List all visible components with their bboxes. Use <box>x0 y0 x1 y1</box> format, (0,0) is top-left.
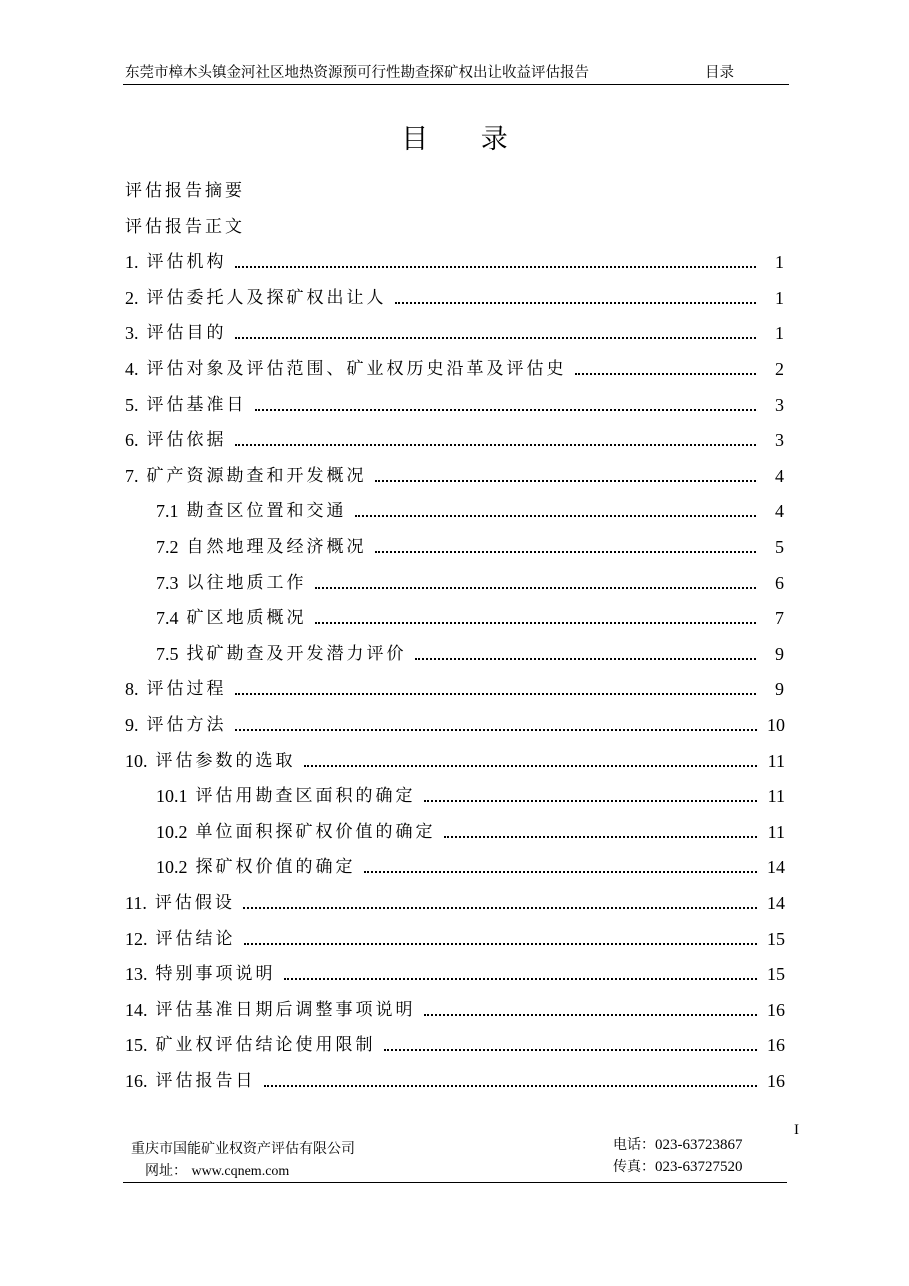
toc-entry-number: 7.5 <box>156 643 179 664</box>
toc-dot-leader <box>315 622 757 624</box>
toc-entry[interactable] <box>125 463 784 487</box>
toc-entry-number: 8. <box>125 679 139 700</box>
toc-dot-leader <box>375 551 757 553</box>
toc-entry[interactable] <box>125 356 784 380</box>
toc-dot-leader <box>444 836 758 838</box>
toc-dot-leader <box>355 515 757 517</box>
toc-dot-leader <box>424 800 758 802</box>
footer-phone-value: 023-63723867 <box>655 1137 743 1153</box>
toc-entry-page: 16 <box>767 999 785 1020</box>
toc-entry-label: 评估对象及评估范围、矿业权历史沿革及评估史 <box>146 359 567 379</box>
toc-entry-number: 5. <box>125 394 139 415</box>
toc-entry[interactable] <box>125 961 785 985</box>
toc-entry-label: 单位面积探矿权价值的确定 <box>195 821 436 842</box>
toc-dot-leader <box>315 587 757 589</box>
toc-entry-label: 评估目的 <box>146 323 227 344</box>
toc-entry-number: 7.4 <box>156 608 179 629</box>
toc-entry-page: 11 <box>767 786 785 807</box>
toc-entry-number: 1. <box>125 252 139 273</box>
toc-entry-number: 13. <box>125 964 148 985</box>
toc-dot-leader <box>284 978 758 980</box>
toc-entry[interactable] <box>125 214 784 238</box>
toc-dot-leader <box>375 480 757 482</box>
header-section-name: 目录 <box>705 65 734 81</box>
footer-company-name: 重庆市国能矿业权资产评估有限公司 <box>131 1141 355 1157</box>
toc-dot-leader <box>244 943 758 945</box>
toc-entry-label: 评估假设 <box>154 893 235 913</box>
toc-entry-number: 6. <box>125 430 139 451</box>
toc-dot-leader <box>364 871 758 873</box>
toc-entry[interactable] <box>156 854 785 878</box>
toc-entry-label: 找矿勘查及开发潜力评价 <box>186 643 407 664</box>
toc-entry-page: 11 <box>767 750 785 771</box>
footer-contacts <box>613 1134 743 1178</box>
toc-entry-label: 评估依据 <box>146 430 227 451</box>
toc-entry-label: 评估方法 <box>146 715 227 735</box>
toc-entry[interactable] <box>156 534 784 558</box>
toc-entry[interactable] <box>125 392 784 416</box>
toc-entry-label: 评估机构 <box>146 252 227 273</box>
footer-phone-label: 电话： <box>613 1137 655 1153</box>
toc-entry[interactable] <box>125 890 785 914</box>
toc-entry-number: 11. <box>125 893 147 913</box>
page-header <box>123 58 789 85</box>
toc-entry-page: 2 <box>775 359 784 379</box>
toc-entry-label: 评估基准日期后调整事项说明 <box>155 999 416 1020</box>
toc-entry-label: 评估参数的选取 <box>155 750 296 771</box>
toc-entry-page: 1 <box>775 252 784 273</box>
toc-entry-number: 16. <box>125 1071 148 1091</box>
toc-entry[interactable] <box>125 997 785 1021</box>
toc-entry-number: 7.1 <box>156 501 179 522</box>
toc-dot-leader <box>235 337 757 339</box>
toc-entry-number: 14. <box>125 999 148 1020</box>
toc-entry[interactable] <box>125 926 785 950</box>
footer-website <box>131 1160 289 1180</box>
toc-entry-number: 9. <box>125 715 139 735</box>
page-number: I <box>794 1122 799 1138</box>
toc-entry-page: 14 <box>767 857 785 878</box>
toc-dot-leader <box>304 765 758 767</box>
toc-entry[interactable] <box>156 641 784 665</box>
toc-entry-page: 6 <box>775 572 784 593</box>
toc-entry[interactable] <box>156 605 784 629</box>
toc-entry-label: 评估报告正文 <box>125 216 245 237</box>
toc-entry[interactable] <box>156 570 784 594</box>
toc-entry[interactable] <box>125 676 784 700</box>
toc-entry-label: 评估基准日 <box>146 394 247 415</box>
toc-entry[interactable] <box>125 748 785 772</box>
toc-entry-label: 评估报告日 <box>155 1071 256 1091</box>
toc-entry-label: 勘查区位置和交通 <box>186 501 347 522</box>
toc-entry-number: 15. <box>125 1035 148 1056</box>
toc-entry-page: 7 <box>775 608 784 629</box>
toc-entry[interactable] <box>125 249 784 273</box>
toc-entry-label: 矿业权评估结论使用限制 <box>155 1035 376 1056</box>
toc-dot-leader <box>235 266 757 268</box>
toc-entry[interactable] <box>156 498 784 522</box>
toc-entry-page: 10 <box>767 715 785 735</box>
toc-entry-label: 评估用勘查区面积的确定 <box>195 786 416 807</box>
toc-entry-number: 10. <box>125 750 148 771</box>
footer-fax-value: 023-63727520 <box>655 1159 743 1175</box>
toc-entry-page: 3 <box>775 430 784 451</box>
toc-entry-label: 矿区地质概况 <box>186 608 307 629</box>
page-footer <box>123 1134 787 1183</box>
toc-dot-leader <box>384 1049 758 1051</box>
toc-dot-leader <box>255 409 757 411</box>
toc-entry-page: 16 <box>767 1071 785 1091</box>
toc-entry-number: 2. <box>125 287 139 308</box>
toc-entry-number: 7.3 <box>156 572 179 593</box>
toc-entry-page: 5 <box>775 537 784 557</box>
toc-entry[interactable] <box>125 1068 785 1092</box>
toc-entry-page: 9 <box>775 643 784 664</box>
toc-entry[interactable] <box>125 1032 785 1056</box>
toc-entry-page: 1 <box>775 323 784 344</box>
toc-entry[interactable] <box>125 712 785 736</box>
footer-fax <box>613 1156 743 1178</box>
toc-title: 目 录 <box>401 124 530 155</box>
footer-website-label: 网址： <box>145 1163 187 1179</box>
toc-entry-number: 10.1 <box>156 786 188 807</box>
toc-entry-number: 12. <box>125 928 148 949</box>
toc-entry[interactable] <box>125 427 784 451</box>
toc-entry-number: 10.2 <box>156 821 188 842</box>
toc-entry-page: 15 <box>767 928 785 949</box>
toc-entry-label: 特别事项说明 <box>155 964 276 985</box>
toc-dot-leader <box>235 444 757 446</box>
toc-entry-page: 4 <box>775 501 784 522</box>
footer-phone <box>613 1134 743 1156</box>
toc-entry-page: 1 <box>775 287 784 308</box>
toc-entry-label: 矿产资源勘查和开发概况 <box>146 465 367 486</box>
toc-entry-page: 14 <box>767 893 785 913</box>
toc-entry-number: 7.2 <box>156 537 179 557</box>
toc-dot-leader <box>575 373 757 375</box>
toc-dot-leader <box>235 729 758 731</box>
toc-dot-leader <box>264 1085 758 1087</box>
toc-dot-leader <box>243 907 757 909</box>
toc-entry[interactable] <box>156 819 785 843</box>
toc-entry-page: 16 <box>767 1035 785 1056</box>
toc-entry[interactable] <box>125 178 784 202</box>
toc-entry-page: 3 <box>775 394 784 415</box>
toc-dot-leader <box>415 658 757 660</box>
toc-entry[interactable] <box>125 285 784 309</box>
toc-entry-label: 以往地质工作 <box>186 572 307 593</box>
toc-entry-label: 评估结论 <box>155 928 236 949</box>
toc-entry-number: 4. <box>125 359 139 379</box>
footer-fax-label: 传真： <box>613 1159 655 1175</box>
toc-entry-label: 探矿权价值的确定 <box>195 857 356 878</box>
toc-dot-leader <box>424 1014 758 1016</box>
toc-entry-page: 11 <box>767 821 785 842</box>
toc-entry-number: 3. <box>125 323 139 344</box>
toc-entry-page: 15 <box>767 964 785 985</box>
toc-entry-number: 7. <box>125 465 139 486</box>
toc-entry-page: 4 <box>775 465 784 486</box>
toc-entry-number: 10.2 <box>156 857 188 878</box>
toc-entry-label: 评估过程 <box>146 679 227 700</box>
toc-entry-page: 9 <box>775 679 784 700</box>
toc-entry-label: 评估报告摘要 <box>125 181 245 201</box>
footer-website-url: www.cqnem.com <box>191 1164 290 1179</box>
toc-entry-label: 评估委托人及探矿权出让人 <box>146 287 387 308</box>
header-report-title: 东莞市樟木头镇金河社区地热资源预可行性勘查探矿权出让收益评估报告 <box>125 65 589 81</box>
toc-entry-label: 自然地理及经济概况 <box>186 537 367 557</box>
toc-entry[interactable] <box>125 320 784 344</box>
toc-entry[interactable] <box>156 783 785 807</box>
toc-dot-leader <box>395 302 757 304</box>
toc-dot-leader <box>235 693 757 695</box>
